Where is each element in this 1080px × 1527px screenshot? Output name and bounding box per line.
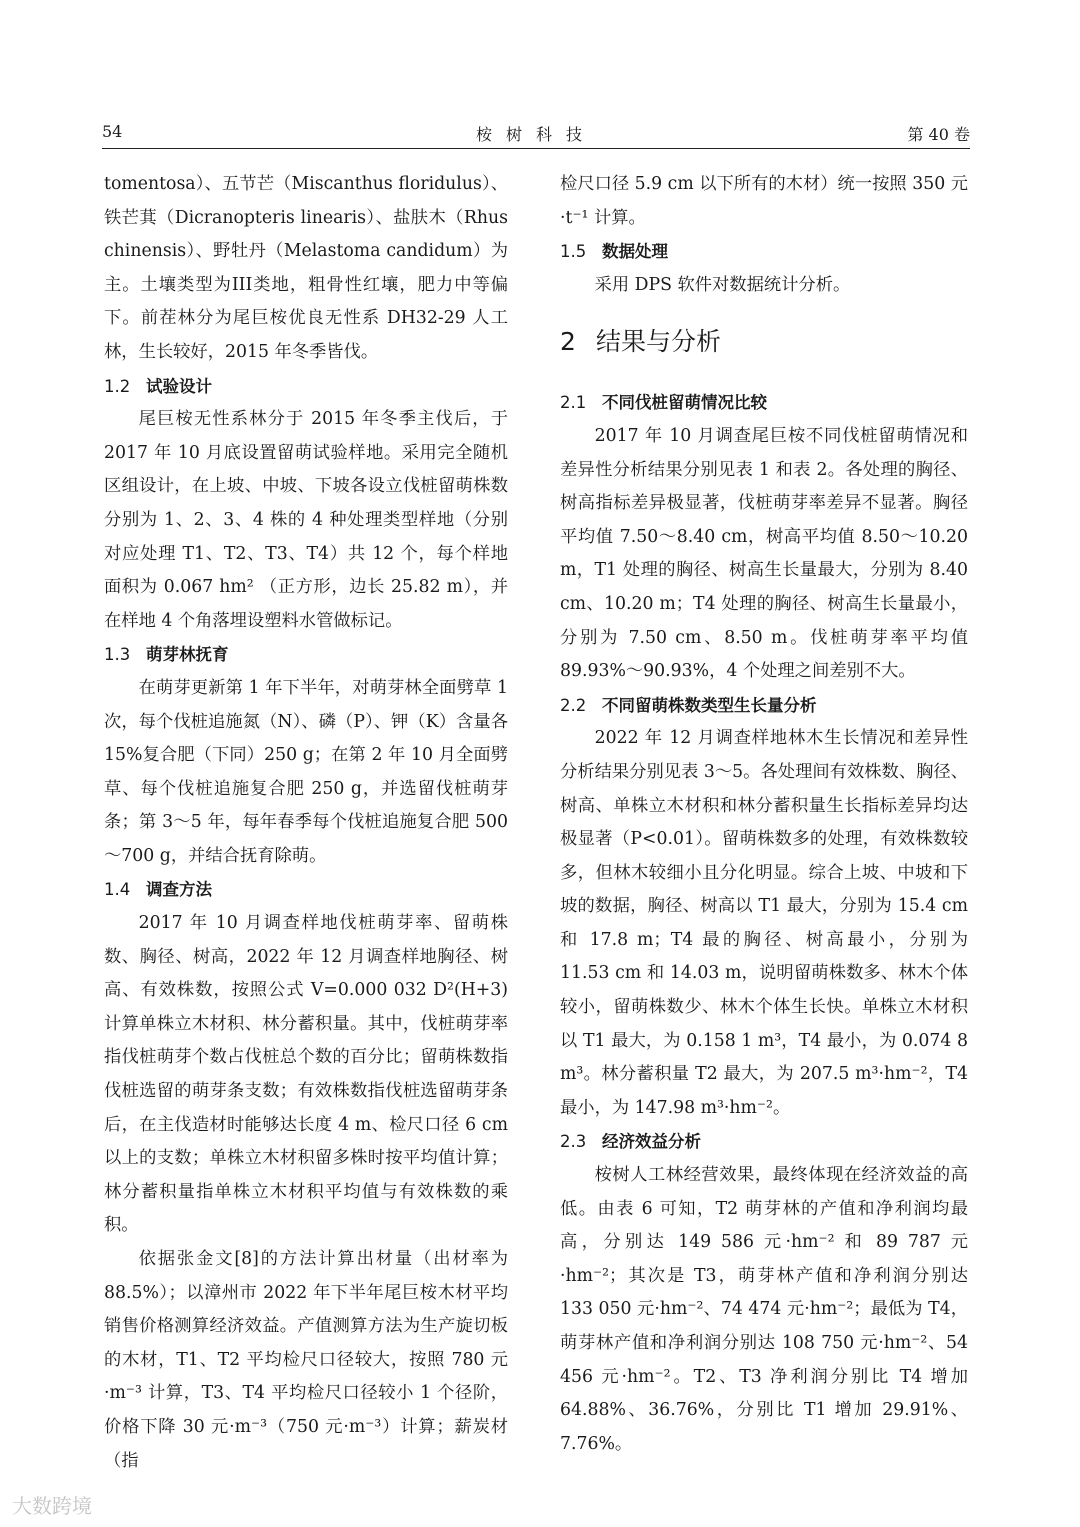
left-column <box>104 168 508 1478</box>
paragraph: 采用 DPS 软件对数据统计分析。 <box>594 274 851 295</box>
paragraph: 桉树人工林经营效果，最终体现在经济效益的高低。由表 6 可知，T2 萌芽林的产值和净利润均最高，分别达 149 586 元·hm⁻² 和 89 787 元·hm⁻²；其次是 T3，萌芽林产值和净利润分别达 133 050 元·hm⁻²、74 474 元·hm⁻²；最低为 T4，萌芽林产值和净利润分别达 108 750 元·hm⁻²、54 456 元·hm⁻²。T2、T3 净利润分别比 T4 增加 64.88%、36.76%，分别比 T1 增加 29.91%、7.76%。 <box>560 1165 968 1454</box>
chapter-heading-2: 2 结果与分析 <box>560 327 722 357</box>
page-number: 54 <box>102 122 123 141</box>
watermark: 大数跨境 <box>12 1494 92 1518</box>
paragraph: 2022 年 12 月调查样地林木生长情况和差异性分析结果分别见表 3～5。各处理间有效株数、胸径、树高、单株立木材积和林分蓄积量生长指标差异均达极显著（P<0.01）。留萌株数多的处理，有效株数较多，但林木较细小且分化明显。综合上坡、中坡和下坡的数据，胸径、树高以 T1 最大，分别为 15.4 cm 和 17.8 m；T4 最的胸径、树高最小，分别为 11.53 cm 和 14.03 m，说明留萌株数多、林木个体较小，留萌株数少、林木个体生长快。单株立木材积以 T1 最大，为 0.158 1 m³，T4 最小，为 0.074 8 m³。林分蓄积量 T2 最大，为 207.5 m³·hm⁻²，T4 最小，为 147.98 m³·hm⁻²。 <box>560 728 968 1118</box>
paragraph: 尾巨桉无性系林分于 2015 年冬季主伐后，于 2017 年 10 月底设置留萌试验样地。采用完全随机区组设计，在上坡、中坡、下坡各设立伐桩留萌株数分别为 1、2、3、4 株的 4 种处理类型样地（分别对应处理 T1、T2、T3、T4）共 12 个，每个样地面积为 0.067 hm² （正方形，边长 25.82 m），并在样地 4 个角落埋设塑料水管做标记。 <box>104 409 508 631</box>
paragraph: 依据张金文[8]的方法计算出材量（出材率为 88.5%）；以漳州市 2022 年下半年尾巨桉木材平均销售价格测算经济效益。产值测算方法为生产旋切板的木材，T1、T2 平均检尺口径较大，按照 780 元·m⁻³ 计算，T3、T4 平均检尺口径较小 1 个径阶，价格下降 30 元·m⁻³（750 元·m⁻³）计算；薪炭材（指 <box>104 1249 508 1471</box>
section-heading-1-5: 1.5 数据处理 <box>560 242 668 262</box>
section-heading-1-2: 1.2 试验设计 <box>104 376 212 396</box>
section-heading-1-3: 1.3 萌芽林抚育 <box>104 645 229 665</box>
journal-title: 桉树科技 <box>475 125 596 144</box>
paragraph: 2017 年 10 月调查尾巨桉不同伐桩留萌情况和差异性分析结果分别见表 1 和表 2。各处理的胸径、树高指标差异极显著，伐桩萌芽率差异不显著。胸径平均值 7.50～8.40 cm，树高平均值 8.50～10.20 m，T1 处理的胸径、树高生长量最大，分别为 8.40 cm、10.20 m；T4 处理的胸径、树高生长量最小，分别为 7.50 cm、8.50 m。伐桩萌芽率平均值 89.93%～90.93%，4 个处理之间差别不大。 <box>560 425 968 682</box>
section-heading-1-4: 1.4 调查方法 <box>104 880 212 900</box>
paragraph: 在萌芽更新第 1 年下半年，对萌芽林全面劈草 1 次，每个伐桩追施氮（N）、磷（P）、钾（K）含量各 15%复合肥（下同）250 g；在第 2 年 10 月全面劈草、每个伐桩追施复合肥 250 g，并选留伐桩萌芽条；第 3～5 年，每年春季每个伐桩追施复合肥 500～700 g，并结合抚育除萌。 <box>104 677 508 866</box>
right-column <box>560 168 968 1461</box>
section-heading-2-2: 2.2 不同留萌株数类型生长量分析 <box>560 695 817 715</box>
section-heading-2-3: 2.3 经济效益分析 <box>560 1132 701 1152</box>
page-header <box>102 118 970 149</box>
section-heading-2-1: 2.1 不同伐桩留萌情况比较 <box>560 393 767 413</box>
volume-label: 第 40 卷 <box>907 125 970 144</box>
paragraph: tomentosa）、五节芒（Miscanthus floridulus）、铁芒萁（Dicranopteris linearis）、盐肤木（Rhus chinensis）、野牡丹（Melastoma candidum）为主。土壤类型为III类地，粗骨性红壤，肥力中等偏下。前茬林分为尾巨桉优良无性系 DH32-29 人工林，生长较好，2015 年冬季皆伐。 <box>104 174 508 362</box>
paragraph: 2017 年 10 月调查样地伐桩萌芽率、留萌株数、胸径、树高，2022 年 12 月调查样地胸径、树高、有效株数，按照公式 V=0.000 032 D²(H+3)计算单株立木材积、林分蓄积量。其中，伐桩萌芽率指伐桩萌芽个数占伐桩总个数的百分比；留萌株数指伐桩选留的萌芽条支数；有效株数指伐桩选留萌芽条后，在主伐造材时能够达长度 4 m、检尺口径 6 cm 以上的支数；单株立木材积留多株时按平均值计算；林分蓄积量指单株立木材积平均值与有效株数的乘积。 <box>104 913 508 1236</box>
paragraph: 检尺口径 5.9 cm 以下所有的木材）统一按照 350 元·t⁻¹ 计算。 <box>560 174 968 228</box>
